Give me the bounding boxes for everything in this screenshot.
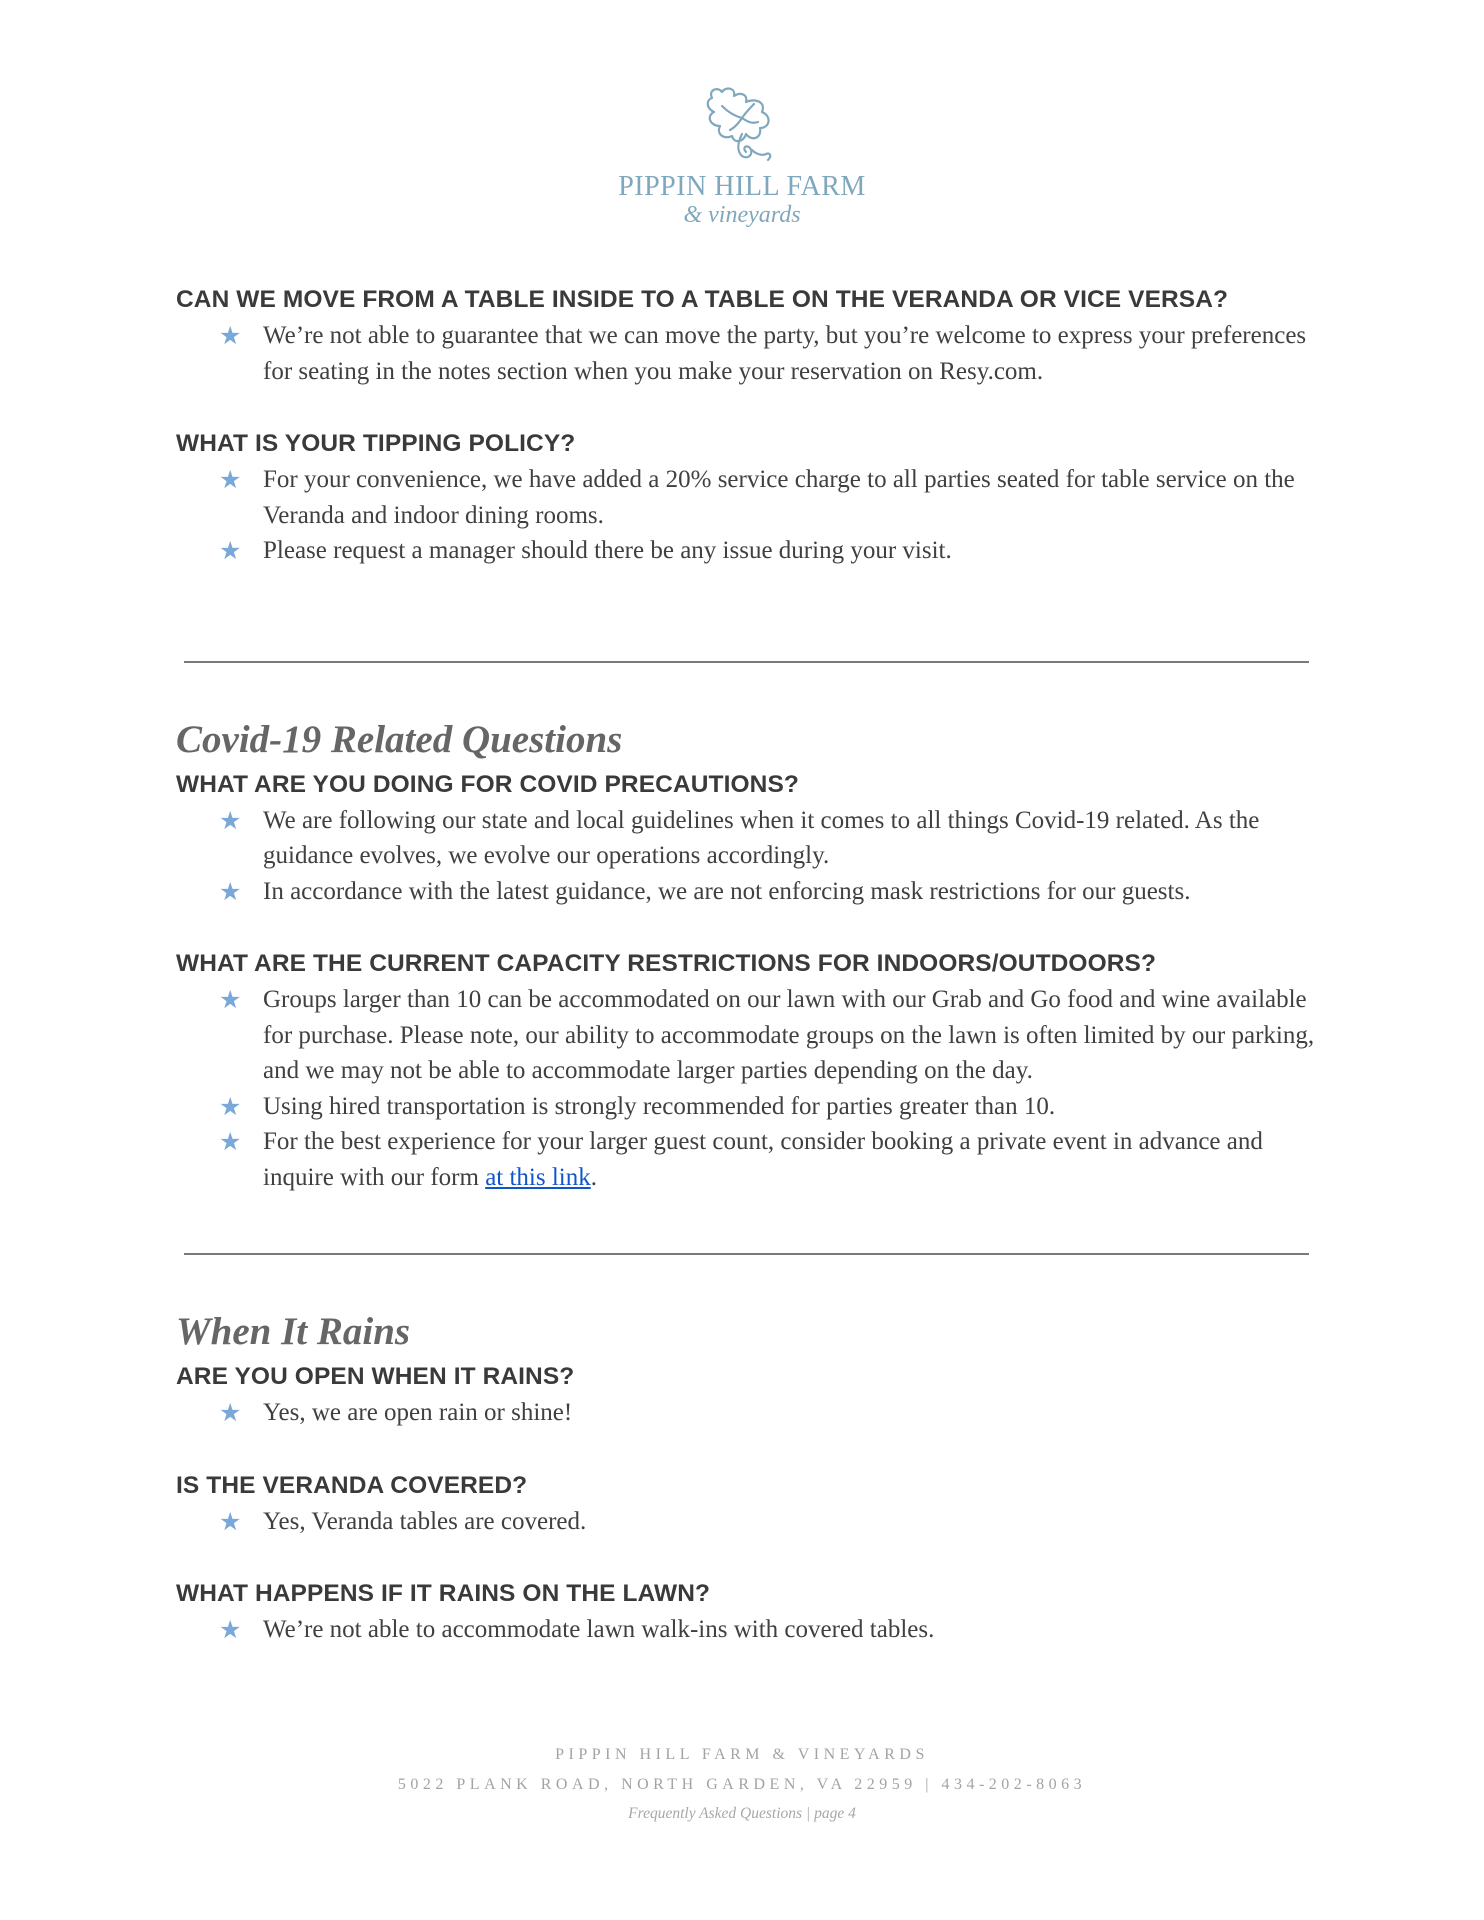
footer-business-name: PIPPIN HILL FARM & VINEYARDS (555, 1746, 929, 1763)
list-item (176, 318, 1316, 389)
question-heading: WHAT HAPPENS IF IT RAINS ON THE LAWN? (176, 1580, 711, 1607)
list-item (176, 1612, 1316, 1648)
footer-page-label: Frequently Asked Questions | page 4 (628, 1805, 856, 1822)
question-heading: WHAT IS YOUR TIPPING POLICY? (176, 430, 576, 457)
answer-text: We are following our state and local guidelines when it comes to all things Covid-19 related. As the guidance evolves, we evolve our operations accordingly. (263, 806, 1260, 869)
faq-content (176, 284, 1316, 1648)
logo-name: PIPPIN HILL FARM (618, 171, 866, 202)
private-event-form-link[interactable]: at this link (485, 1163, 591, 1191)
logo (592, 84, 892, 244)
list-item (176, 982, 1316, 1089)
footer-address: 5022 PLANK ROAD, NORTH GARDEN, VA 22959 | 434-202-8063 (397, 1776, 1087, 1793)
answer-text: We’re not able to guarantee that we can move the party, but you’re welcome to express your preferences for seating in the notes section when you make your reservation on Resy.com. (263, 322, 1307, 385)
star-bullet-icon: ★ (219, 536, 242, 565)
answer-list (176, 982, 1316, 1195)
answer-text: Yes, we are open rain or shine! (263, 1399, 573, 1426)
answer-text: We’re not able to accommodate lawn walk-ins with covered tables. (263, 1616, 935, 1643)
answer-text: Please request a manager should there be any issue during your visit. (263, 537, 952, 564)
answer-list (176, 1504, 1316, 1540)
list-item (176, 1124, 1316, 1195)
answer-text: For the best experience for your larger guest count, consider booking a private event in advance and inquire with our form (263, 1128, 1263, 1191)
star-bullet-icon: ★ (219, 1398, 242, 1427)
star-bullet-icon: ★ (219, 321, 242, 350)
answer-text: Using hired transportation is strongly recommended for parties greater than 10. (263, 1092, 1056, 1120)
question-heading: ARE YOU OPEN WHEN IT RAINS? (176, 1363, 575, 1390)
star-bullet-icon: ★ (219, 805, 242, 835)
list-item (176, 874, 1316, 910)
star-bullet-icon: ★ (219, 876, 242, 906)
answer-list (176, 462, 1316, 569)
answer-text: Yes, Veranda tables are covered. (263, 1507, 587, 1535)
answer-list (176, 318, 1316, 389)
list-item (176, 1395, 1316, 1431)
answer-text: For your convenience, we have added a 20% service charge to all parties seated for table service on the Veranda and indoor dining rooms. (263, 466, 1295, 529)
star-bullet-icon: ★ (219, 1506, 242, 1536)
answer-list (176, 803, 1316, 910)
star-bullet-icon: ★ (219, 465, 242, 494)
list-item (176, 1504, 1316, 1540)
question-heading: WHAT ARE YOU DOING FOR COVID PRECAUTIONS? (176, 770, 799, 798)
section-title: When It Rains (176, 1310, 411, 1353)
list-item (176, 533, 1316, 569)
section-title: Covid-19 Related Questions (176, 717, 623, 761)
star-bullet-icon: ★ (219, 1615, 242, 1644)
answer-text-suffix: . (590, 1163, 597, 1191)
star-bullet-icon: ★ (219, 1091, 242, 1121)
star-bullet-icon: ★ (219, 985, 242, 1014)
star-bullet-icon: ★ (219, 1127, 242, 1156)
answer-list (176, 1612, 1316, 1648)
list-item (176, 462, 1316, 533)
question-heading: CAN WE MOVE FROM A TABLE INSIDE TO A TABLE ON THE VERANDA OR VICE VERSA? (176, 286, 1229, 313)
grape-leaf-icon (702, 84, 782, 170)
list-item (176, 803, 1316, 874)
answer-list (176, 1395, 1316, 1431)
list-item (176, 1089, 1316, 1125)
answer-text: Groups larger than 10 can be accommodated on our lawn with our Grab and Go food and wine available for purchase. Please note, our ability to accommodate groups on the lawn is often limited by our parking, and we may not be able to accommodate larger parties depending on the day. (263, 986, 1315, 1084)
question-heading: WHAT ARE THE CURRENT CAPACITY RESTRICTIONS FOR INDOORS/OUTDOORS? (176, 950, 1157, 977)
answer-text: In accordance with the latest guidance, we are not enforcing mask restrictions for our guests. (263, 877, 1191, 905)
logo-subtitle: & vineyards (683, 202, 801, 228)
question-heading: IS THE VERANDA COVERED? (176, 1471, 528, 1499)
